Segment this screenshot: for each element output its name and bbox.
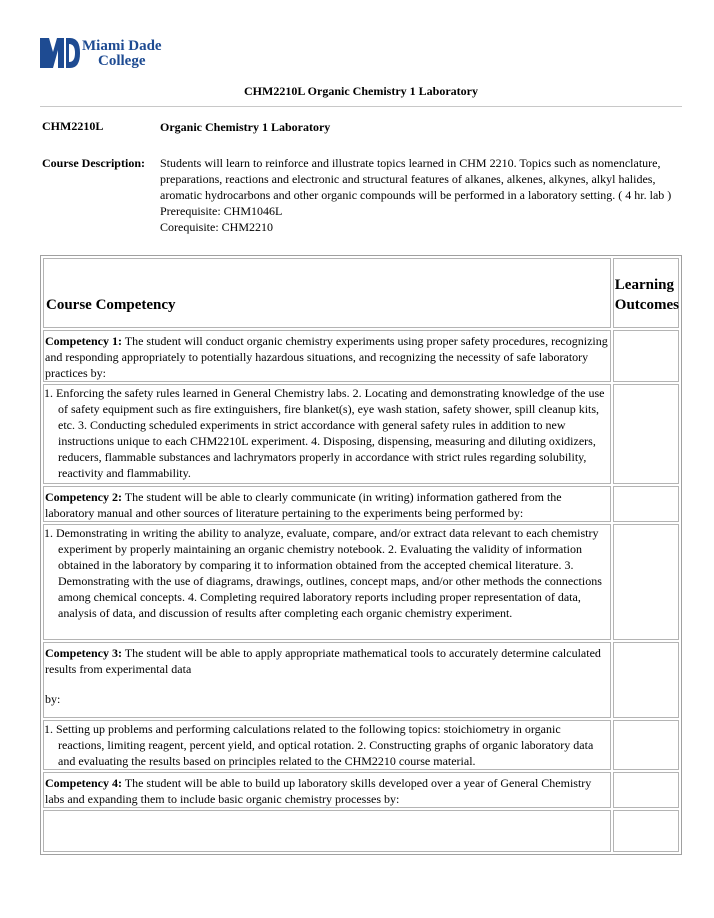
competency-4-text: The student will be able to build up laboratory skills developed over a year of General Chemistry labs and expanding them to include basic organic chemistry processes by: xyxy=(45,776,592,806)
outcome-cell xyxy=(613,486,679,522)
outcome-cell xyxy=(613,772,679,808)
competency-1-items: 1. Enforcing the safety rules learned in General Chemistry labs. 2. Locating and demonstrating knowledge of the use of safety equipment such as fire extinguishers, fire blanket(s), eye wash station, safety shower, spill cleanup kits, etc. 3. Conducting scheduled experiments in strict accordance with general safety rules in addition to new instructions unique to each CHM2210L experiment. 4. Disposing, dispensing, measuring and diluting oxidizers, reducers, flammable substances and lachrymators properly in accordance with strict rules regarding solubility, reactivity and flammability. xyxy=(44,386,605,480)
course-description xyxy=(160,155,680,235)
table-row xyxy=(43,486,679,522)
outcome-cell xyxy=(613,720,679,770)
competency-1-text: The student will conduct organic chemistry experiments using proper safety procedures, recognizing and responding appropriately to potentially hazardous situations, and recognizing the necessity of safe laboratory practices by: xyxy=(45,334,608,380)
college-logo xyxy=(40,38,180,72)
competency-2-items-cell xyxy=(43,524,611,640)
competency-3-text: The student will be able to apply appropriate mathematical tools to accurately determine calculated results from experimental data xyxy=(45,646,601,676)
competency-4-label: Competency 4: xyxy=(45,776,122,790)
corequisite: Corequisite: CHM2210 xyxy=(160,220,273,234)
competency-table xyxy=(40,255,682,855)
competency-1-items-cell xyxy=(43,384,611,484)
header-competency: Course Competency xyxy=(43,258,611,328)
competency-1-label: Competency 1: xyxy=(45,334,122,348)
competency-1-cell xyxy=(43,330,611,382)
competency-3-by: by: xyxy=(45,692,61,706)
table-row xyxy=(43,772,679,808)
outcome-cell xyxy=(613,524,679,640)
header-learning-outcomes xyxy=(613,258,679,328)
outcome-cell xyxy=(613,330,679,382)
mdc-logo-mark-icon xyxy=(40,38,80,68)
description-line: Students will learn to reinforce and illustrate topics learned in CHM 2210. Topics such as nomenclature, xyxy=(160,156,661,170)
page-title: CHM2210L Organic Chemistry 1 Laboratory xyxy=(244,84,478,98)
table-row xyxy=(43,330,679,382)
description-line: aromatic hydrocarbons and other organic compounds will be performed in a laboratory setting. ( 4 hr. lab ) xyxy=(160,188,672,202)
outcome-cell xyxy=(613,810,679,852)
competency-3-label: Competency 3: xyxy=(45,646,122,660)
table-row xyxy=(43,810,679,852)
outcome-cell xyxy=(613,384,679,484)
competency-2-label: Competency 2: xyxy=(45,490,122,504)
competency-2-text: The student will be able to clearly communicate (in writing) information gathered from the laboratory manual and other sources of literature pertaining to the experiments being performed by: xyxy=(45,490,562,520)
competency-2-items: 1. Demonstrating in writing the ability to analyze, evaluate, compare, and/or extract data relevant to each chemistry experiment by properly maintaining an organic chemistry notebook. 2. Evaluating the validity of information obtained in the laboratory by comparing it to information obtained from the accepted chemical literature. 3. Demonstrating with the use of diagrams, drawings, outlines, concept maps, and/or other methods the connections among chemical concepts. 4. Completing required laboratory reports including proper representation of data, analysis of data, and discussion of results after completing each organic chemistry experiment. xyxy=(44,526,602,620)
table-row xyxy=(43,384,679,484)
prerequisite: Prerequisite: CHM1046L xyxy=(160,204,283,218)
table-row xyxy=(43,642,679,718)
table-header-row xyxy=(43,258,679,328)
header-side-line2: Outcomes xyxy=(614,297,679,313)
description-line: preparations, reactions and electronic and structural features of alkanes, alkenes, alkynes, alkyl halides, xyxy=(160,172,656,186)
competency-2-cell xyxy=(43,486,611,522)
competency-4-cell xyxy=(43,772,611,808)
course-code: CHM2210L xyxy=(42,119,104,133)
logo-text-line2: College xyxy=(98,53,146,69)
competency-3-cell xyxy=(43,642,611,718)
title-divider xyxy=(40,106,682,107)
table-row xyxy=(43,524,679,640)
logo-text-line1: Miami Dade xyxy=(82,38,162,54)
table-row xyxy=(43,720,679,770)
competency-4-items-cell xyxy=(43,810,611,852)
outcome-cell xyxy=(613,642,679,718)
course-name: Organic Chemistry 1 Laboratory xyxy=(160,120,331,134)
competency-3-items: 1. Setting up problems and performing calculations related to the following topics: stoichiometry in organic reactions, limiting reagent, percent yield, and optical rotation. 2. Constructing graphs of organic laboratory data and evaluating the results based on principles related to the CHM2210 course material. xyxy=(44,722,594,768)
header-side-line1: Learning xyxy=(614,277,674,293)
competency-3-items-cell xyxy=(43,720,611,770)
description-label: Course Description: xyxy=(42,156,145,170)
